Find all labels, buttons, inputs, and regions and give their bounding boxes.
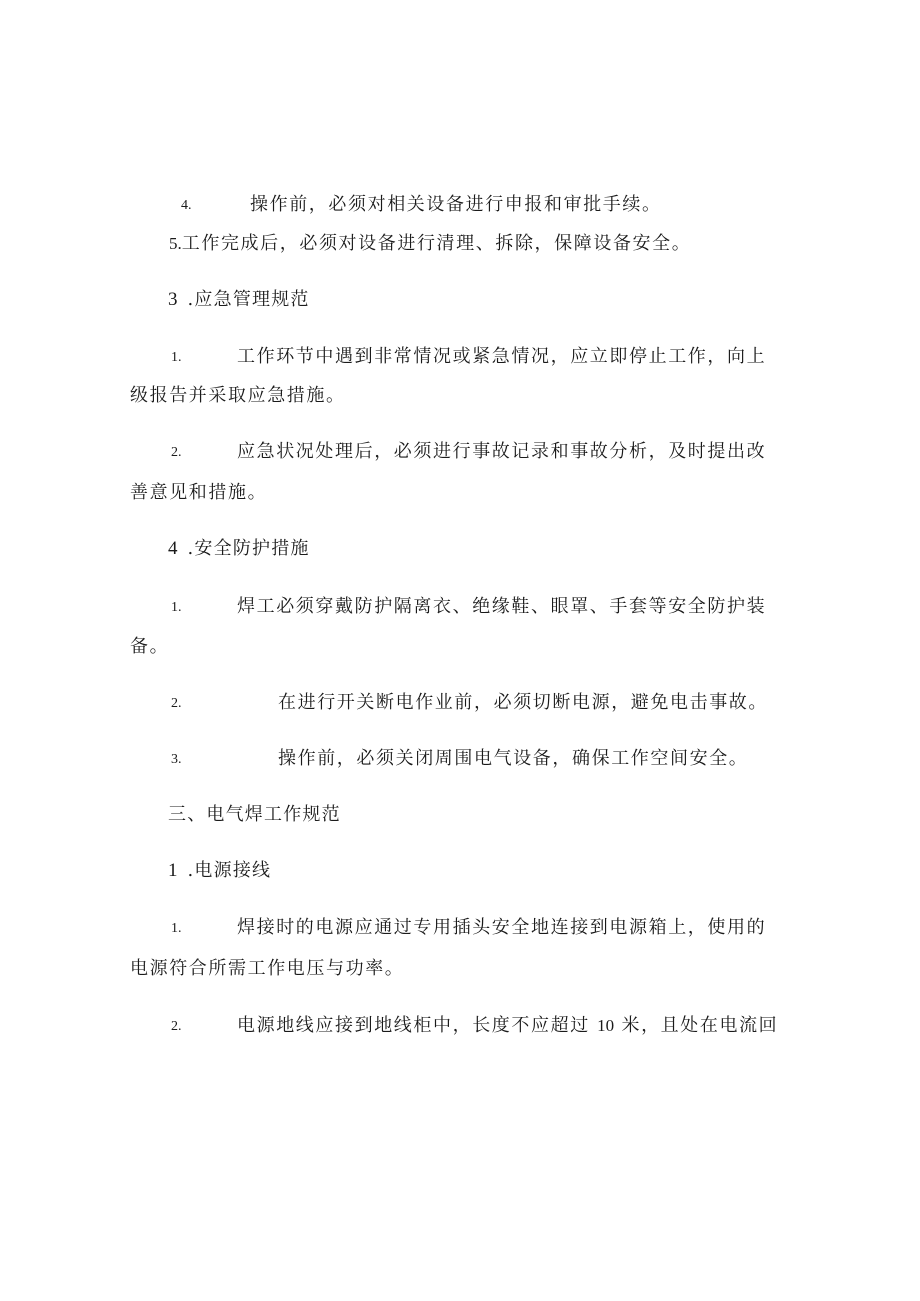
section-title: .安全防护措施 — [187, 538, 310, 559]
item-number: 1. — [171, 921, 182, 936]
item-text-continuation: 电源符合所需工作电压与功率。 — [130, 958, 405, 979]
item-number: 2. — [171, 1019, 182, 1034]
item-number: 2. — [171, 696, 182, 711]
section-number: 1 — [168, 860, 178, 881]
item-text-part: 米，且处在电流回 — [621, 1015, 779, 1036]
section-title: .应急管理规范 — [187, 289, 310, 310]
section-number: 4 — [168, 538, 178, 559]
item-text — [169, 232, 691, 256]
item-number: 5. — [169, 234, 182, 253]
item-text: 操作前，必须关闭周围电气设备，确保工作空间安全。 — [278, 748, 749, 769]
item-text-part: 电源地线应接到地线柜中，长度不应超过 — [237, 1015, 590, 1036]
section-heading — [168, 288, 310, 312]
item-text: 焊接时的电源应通过专用插头安全地连接到电源箱上，使用的 — [237, 917, 767, 938]
item-number: 2. — [171, 445, 182, 460]
item-text: 应急状况处理后，必须进行事故记录和事故分析，及时提出改 — [237, 441, 767, 462]
item-number: 1. — [171, 600, 182, 615]
item-text — [237, 1014, 778, 1038]
item-text: 在进行开关断电作业前，必须切断电源，避免电击事故。 — [278, 692, 768, 713]
section-heading — [168, 859, 271, 883]
item-number: 1. — [171, 350, 182, 365]
item-text: 工作环节中遇到非常情况或紧急情况，应立即停止工作，向上 — [237, 346, 767, 367]
item-text-continuation: 级报告并采取应急措施。 — [130, 385, 346, 406]
section-title: .电源接线 — [187, 860, 272, 881]
section-heading — [168, 537, 310, 561]
item-number: 4. — [181, 198, 192, 213]
item-text-continuation: 善意见和措施。 — [130, 482, 268, 503]
item-text-body: 工作完成后，必须对设备进行清理、拆除，保障设备安全。 — [181, 233, 692, 254]
item-text: 焊工必须穿戴防护隔离衣、绝缘鞋、眼罩、手套等安全防护装 — [237, 596, 767, 617]
chapter-heading: 三、电气焊工作规范 — [168, 804, 341, 825]
item-text-continuation: 备。 — [130, 636, 170, 657]
length-value: 10 — [597, 1016, 615, 1035]
section-number: 3 — [168, 289, 178, 310]
item-text: 操作前，必须对相关设备进行申报和审批手续。 — [250, 194, 662, 215]
item-number: 3. — [171, 752, 182, 767]
